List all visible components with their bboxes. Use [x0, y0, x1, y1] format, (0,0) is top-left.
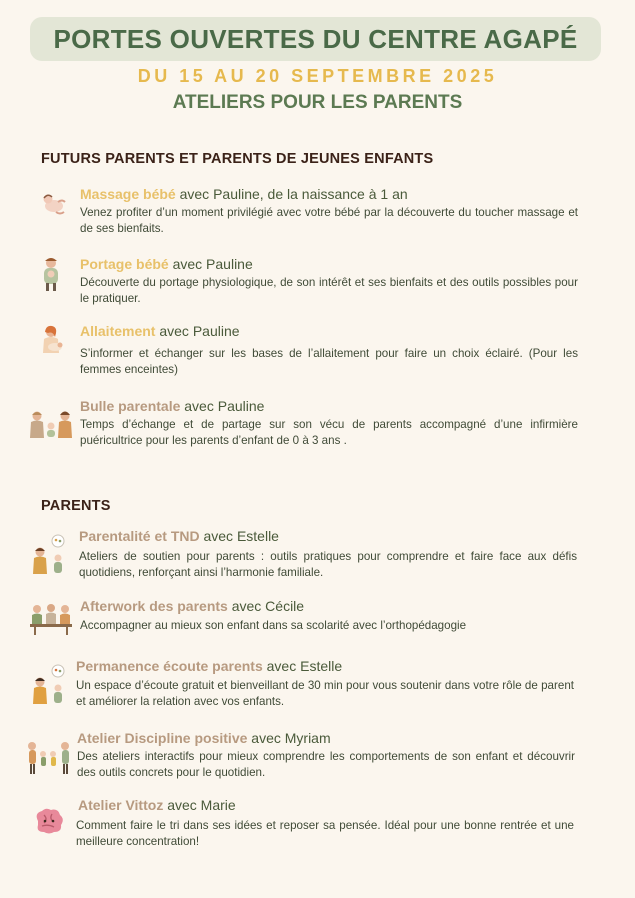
family-support-icon	[28, 534, 72, 576]
workshop-heading: Allaitement avec Pauline	[80, 323, 240, 339]
workshop-description: S’informer et échanger sur les bases de l’allaitement pour faire un choix éclairé. (Pour les femmes enceintes)	[80, 347, 578, 376]
workshop-description: Temps d’échange et de partage sur son vécu de parents accompagné d’une infirmière puéricultrice pour les parents d’enfant de 0 à 3 ans .	[80, 418, 578, 447]
listening-icon	[28, 664, 72, 706]
parent-group-icon	[28, 408, 74, 440]
breastfeeding-icon	[40, 325, 66, 357]
workshop-description: Accompagner au mieux son enfant dans sa scolarité avec l’orthopédagogie	[80, 619, 467, 632]
workshop-heading: Permanence écoute parents avec Estelle	[76, 658, 343, 674]
page-subtitle: ATELIERS POUR LES PARENTS	[172, 92, 463, 113]
workshop-heading: Massage bébé avec Pauline, de la naissance à 1 an	[80, 186, 408, 202]
title-banner	[30, 17, 601, 61]
baby-massage-icon	[40, 190, 68, 218]
workshop-heading: Atelier Discipline positive avec Myriam	[77, 730, 331, 746]
family-icon	[26, 740, 72, 776]
workshop-heading: Afterwork des parents avec Cécile	[80, 598, 305, 614]
section-title-futurs-parents: FUTURS PARENTS ET PARENTS DE JEUNES ENFANTS	[41, 151, 434, 167]
workshop-heading: Atelier Vittoz avec Marie	[78, 797, 236, 813]
workshop-heading: Bulle parentale avec Pauline	[80, 398, 265, 414]
baby-carrier-icon	[40, 256, 62, 292]
page-title: PORTES OUVERTES DU CENTRE AGAPÉ	[53, 23, 578, 54]
brain-icon	[32, 807, 66, 837]
workshop-description: Comment faire le tri dans ses idées et reposer sa pensée. Idéal pour une bonne rentrée et une meilleure concentration!	[76, 819, 574, 848]
workshop-description: Des ateliers interactifs pour mieux comprendre les comportements de son enfant et découvrir des outils concrets pour le quotidien.	[77, 750, 575, 779]
meeting-table-icon	[28, 602, 74, 636]
workshop-description: Découverte du portage physiologique, de son intérêt et ses bienfaits et des outils possibles pour le pratiquer.	[80, 276, 578, 305]
workshop-description: Ateliers de soutien pour parents : outils pratiques pour comprendre et faire face aux défis quotidiens, renforçant ainsi l’harmonie familiale.	[79, 550, 577, 579]
event-dates: DU 15 AU 20 SEPTEMBRE 2025	[137, 66, 498, 86]
section-title-parents: PARENTS	[41, 498, 111, 514]
workshop-description: Venez profiter d’un moment privilégié avec votre bébé par la découverte du toucher massage et de ses bienfaits.	[80, 206, 578, 235]
workshop-description: Un espace d’écoute gratuit et bienveillant de 30 min pour vous soutenir dans votre rôle de parent et améliorer la relation avec vos enfants.	[76, 679, 574, 708]
workshop-heading: Portage bébé avec Pauline	[80, 256, 253, 272]
workshop-heading: Parentalité et TND avec Estelle	[79, 528, 279, 544]
